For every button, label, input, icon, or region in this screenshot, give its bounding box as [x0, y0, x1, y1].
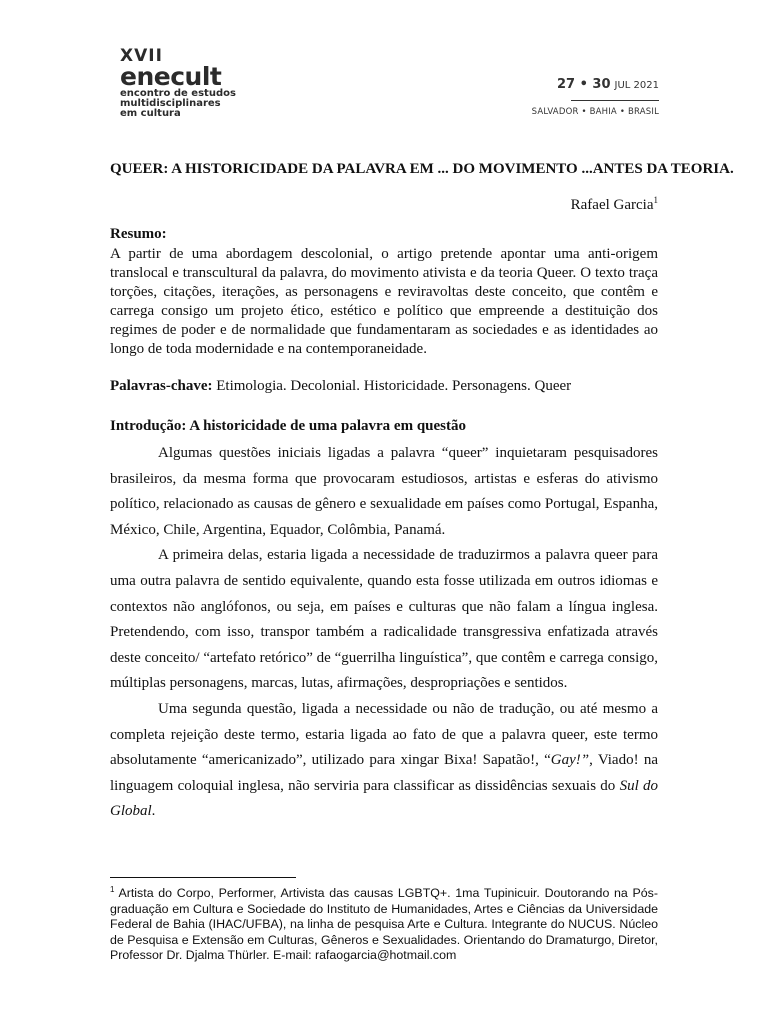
event-divider — [571, 100, 659, 101]
paragraph-3 — [110, 697, 658, 825]
paragraph-3-part-3: . — [151, 803, 156, 820]
enecult-logo — [120, 48, 280, 119]
paragraph-3-gay: Gay!” — [550, 752, 590, 769]
abstract-text: A partir de uma abordagem descolonial, o artigo pretende apontar uma anti-origem translocal e transcultural da palavra, do movimento ativista e da teoria Queer. O texto traça torções, citações, iterações, as personagens e reviravoltas deste conceito, que contêm e carrega consigo um projeto ético, estético e político que empreende a destituição dos regimes de poder e de normalidade que fundamentaram as sociedades e as identidades ao longo de toda modernidade e na contemporaneidade. — [110, 246, 658, 357]
footnote-mark: 1 — [110, 885, 115, 894]
event-place: SALVADOR • BAHIA • BRASIL — [531, 107, 659, 117]
article-title: QUEER: A HISTORICIDADE DA PALAVRA EM ... DO MOVIMENTO ...ANTES DA TEORIA. — [110, 161, 734, 177]
keywords — [110, 376, 658, 396]
paragraph-3-sul-do-global: Sul do Global — [110, 777, 659, 820]
event-date — [532, 78, 659, 93]
logo-subtitle-line-1: encontro de estudos — [120, 88, 236, 99]
abstract-heading: Resumo: — [110, 226, 167, 242]
keywords-label: Palavras-chave: — [110, 378, 213, 394]
paragraph-3-part-1: Uma segunda questão, ligada a necessidade ou não de tradução, ou até mesmo a completa rejeição deste termo, estaria ligada ao fato de que a palavra queer, este termo absolutamente “americanizado”, utilizado para xingar Bixa! Sapatão!, “ — [110, 700, 658, 769]
footnote — [110, 882, 658, 964]
footnote-text: Artista do Corpo, Performer, Artivista das causas LGBTQ+. 1ma Tupinicuir. Doutorando na Pós-graduação em Cultura e Sociedade do Instituto de Humanidades, Artes e Ciências da Universidade Federal de Bahia (IHAC/UFBA), na linha de pesquisa Arte e Cultura. Integrante do NUCUS. Núcleo de Pesquisa e Extensão em Culturas, Gêneros e Sexualidades. Orientando do Dramaturgo, Diretor, Professor Dr. Djalma Thürler. E-mail: rafaogarcia@hotmail.com — [110, 886, 658, 963]
logo-edition: XVII — [120, 46, 163, 66]
event-info — [532, 78, 659, 117]
footnote-divider — [110, 877, 296, 878]
logo-subtitle-line-2: multidisciplinares — [120, 98, 221, 109]
event-days: 27 • 30 — [556, 77, 611, 92]
article-author — [571, 190, 658, 215]
logo-subtitle-line-3: em cultura — [120, 108, 181, 119]
paragraph-1: Algumas questões iniciais ligadas a palavra “queer” inquietaram pesquisadores brasileiros, da mesma forma que provocaram estudiosos, artistas e esferas do ativismo político, relacionado as causas de gênero e sexualidade em países como Portugal, Espanha, México, Chile, Argentina, Equador, Colômbia, Panamá. — [110, 445, 658, 538]
paragraph-3-part-2: , Viado! na linguagem coloquial inglesa, não serviria para classificar as dissidências sexuais do — [110, 752, 658, 794]
intro-heading: Introdução: A historicidade de uma palavra em questão — [110, 418, 466, 434]
event-month-year: JUL 2021 — [614, 80, 659, 91]
keywords-list: Etimologia. Decolonial. Historicidade. Personagens. Queer — [216, 378, 572, 394]
author-footnote-mark[interactable]: 1 — [653, 195, 658, 205]
author-name: Rafael Garcia — [570, 197, 654, 213]
intro-body — [110, 441, 658, 825]
logo-name: enecult — [120, 62, 222, 91]
paragraph-2: A primeira delas, estaria ligada a necessidade de traduzirmos a palavra queer para uma outra palavra de sentido equivalente, quando esta fosse utilizada em outros idiomas e contextos não anglófonos, ou seja, em países e culturas que não falam a língua inglesa. Pretendendo, com isso, transpor também a radicalidade transgressiva enfatizada através deste conceito/ “artefato retórico” de “guerrilha linguística”, que contêm e carrega consigo, múltiplas personagens, marcas, lutas, afirmações, despropriações e sentidos. — [110, 547, 658, 692]
